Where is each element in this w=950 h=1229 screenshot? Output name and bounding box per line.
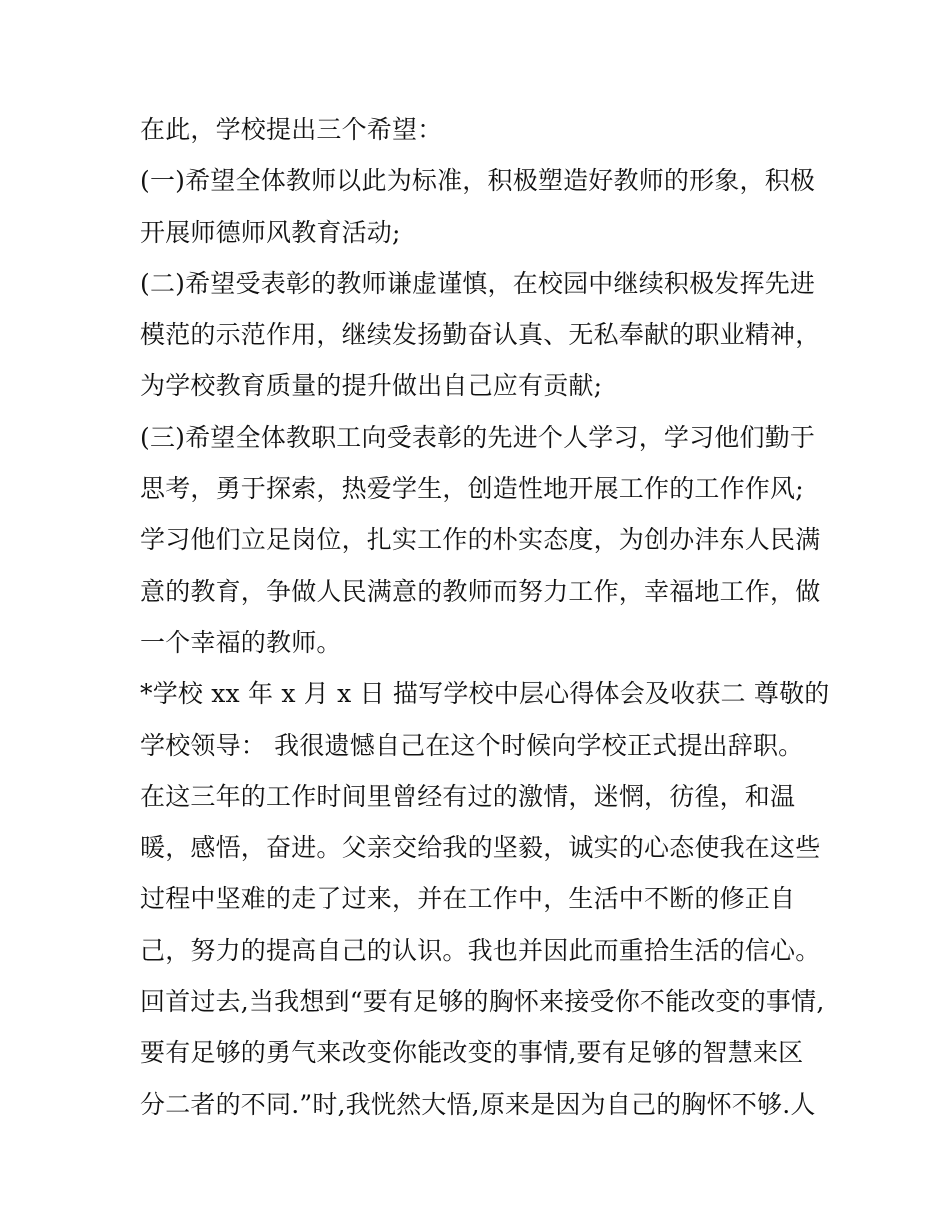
- text-line: 一个幸福的教师。: [140, 627, 342, 657]
- text-line: (三)希望全体教职工向受表彰的先进个人学习，学习他们勤于: [140, 422, 816, 452]
- text-line: 己，努力的提高自己的认识。我也并因此而重拾生活的信心。: [140, 935, 821, 965]
- text-line: 模范的示范作用，继续发扬勤奋认真、无私奉献的职业精神，: [140, 320, 821, 350]
- text-line: 学校领导： 我很遗憾自己在这个时候向学校正式提出辞职。: [140, 730, 804, 760]
- text-line: (一)希望全体教师以此为标准，积极塑造好教师的形象，积极: [140, 166, 816, 196]
- text-line: 思考，勇于探索，热爱学生，创造性地开展工作的工作作风;: [140, 474, 804, 504]
- document-body: [140, 104, 830, 1130]
- text-line: (二)希望受表彰的教师谦虚谨慎，在校园中继续积极发挥先进: [140, 268, 816, 298]
- text-line: *学校 xx 年 x 月 x 日 描写学校中层心得体会及收获二 尊敬的: [140, 679, 830, 709]
- text-line: 在这三年的工作时间里曾经有过的激情，迷惘，彷徨，和温: [140, 781, 796, 811]
- text-line: 在此，学校提出三个希望：: [140, 115, 443, 144]
- text-line: 暖，感悟，奋进。父亲交给我的坚毅，诚实的心态使我在这些: [140, 833, 821, 863]
- text-line: 开展师德师风教育活动;: [140, 217, 401, 247]
- text-line: 为学校教育质量的提升做出自己应有贡献;: [140, 371, 603, 401]
- text-line: 分二者的不同.”时,我恍然大悟,原来是因为自己的胸怀不够.人: [140, 1089, 816, 1119]
- text-line: 回首过去,当我想到“要有足够的胸怀来接受你不能改变的事情,: [140, 987, 825, 1017]
- text-line: 要有足够的勇气来改变你能改变的事情,要有足够的智慧来区: [140, 1038, 804, 1068]
- text-line: 意的教育，争做人民满意的教师而努力工作，幸福地工作，做: [140, 576, 821, 606]
- text-line: 过程中坚难的走了过来，并在工作中，生活中不断的修正自: [140, 884, 796, 914]
- text-line: 学习他们立足岗位，扎实工作的朴实态度，为创办沣东人民满: [140, 525, 821, 555]
